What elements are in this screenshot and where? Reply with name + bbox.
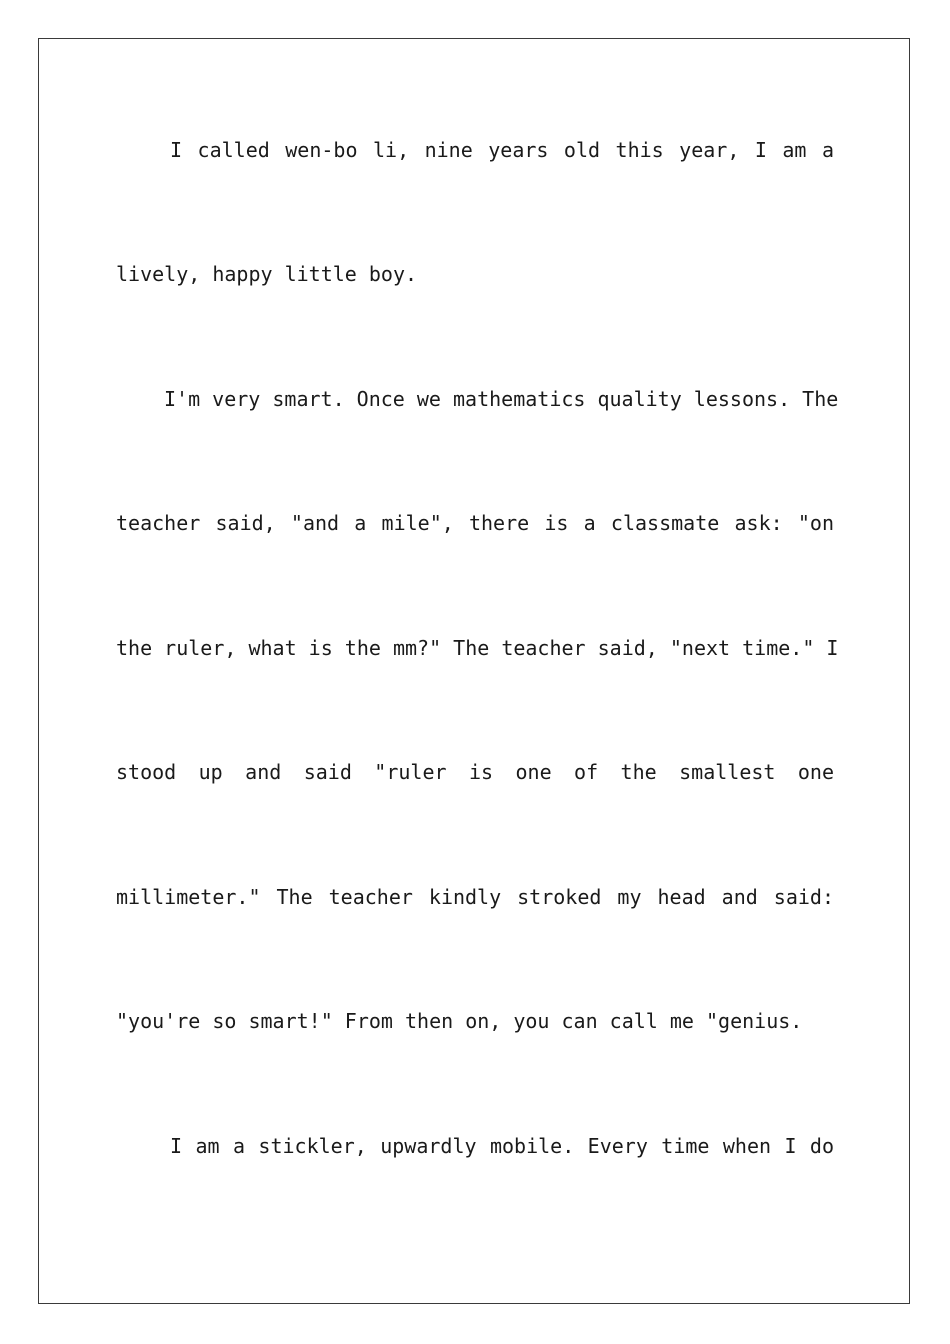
paragraph-2-line-2: teacher said, "and a mile", there is a classmate ask: "on [116, 511, 834, 535]
paragraph-3-line-1: I am a stickler, upwardly mobile. Every time when I do [170, 1134, 834, 1158]
paragraph-1-line-2: lively, happy little boy. [116, 262, 418, 286]
page-border [38, 38, 910, 1304]
paragraph-2-line-3: the ruler, what is the mm?" The teacher said, "next time." I [116, 636, 839, 660]
paragraph-2-line-1: I'm very smart. Once we mathematics quality lessons. The [164, 387, 839, 411]
paragraph-2-line-5: millimeter." The teacher kindly stroked my head and said: [116, 885, 834, 909]
paragraph-2-line-6: "you're so smart!" From then on, you can call me "genius. [116, 1009, 803, 1033]
paragraph-1-line-1: I called wen-bo li, nine years old this year, I am a [170, 138, 834, 162]
paragraph-2-line-4: stood up and said "ruler is one of the smallest one [116, 760, 834, 784]
